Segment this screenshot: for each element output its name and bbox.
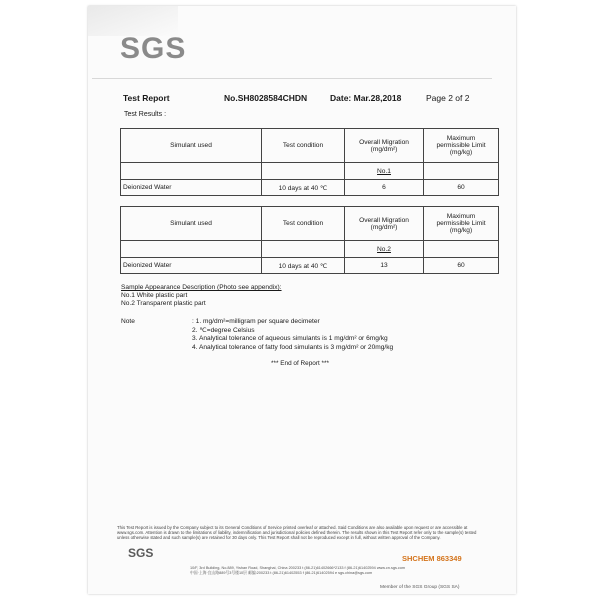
results-table-2: [120, 206, 499, 274]
sample-item: No.1 White plastic part: [121, 292, 188, 299]
note-line: : 1. mg/dm²=milligram per square decimeter: [192, 318, 320, 325]
sample-number: No.1: [345, 163, 424, 180]
header-migration: Overall Migration (mg/dm²): [345, 207, 424, 241]
footer-address-en: 10/F, 3rd Building, No.889, Yishan Road, Shanghai, China 200233 t (86-21)61402666*2133 f (86-21)61402594 www.cn.sgs.com: [190, 566, 406, 570]
empty-cell: [262, 241, 345, 258]
sample-description-title: Sample Appearance Description (Photo see appendix):: [121, 284, 282, 291]
results-table-1: [120, 128, 499, 196]
note-line: 3. Analytical tolerance of aqueous simulants is 1 mg/dm² or 6mg/kg: [192, 335, 388, 342]
sample-number: No.2: [345, 241, 424, 258]
sample-description: [121, 284, 282, 308]
limit-cell: 60: [424, 180, 499, 196]
simulant-cell: Deionized Water: [121, 180, 262, 196]
simulant-cell: Deionized Water: [121, 258, 262, 274]
note-label: Note: [121, 318, 135, 325]
test-results-label: Test Results :: [124, 111, 167, 118]
empty-cell: [121, 241, 262, 258]
condition-cell: 10 days at 40 ℃: [262, 258, 345, 274]
member-line: Member of the SGS Group (SGS SA): [380, 585, 460, 590]
condition-cell: 10 days at 40 ℃: [262, 180, 345, 196]
footer-disclaimer: This Test Report is issued by the Company subject to its General Conditions of Service printed overleaf or attached. Said Conditions are also available upon request or are accessible at www.sgs.com. Attention is drawn to the limitations of liability, indemnification and jurisdictional policies defined therein. The results shown in this Test Report refer only to the sample(s) tested unless otherwise stated and such sample(s) are retained for 30 days only. This Test Report shall not be reproduced except in full, without written approval of the Company.: [117, 525, 477, 541]
footer-address: [190, 566, 405, 576]
migration-cell: 6: [345, 180, 424, 196]
note-line: 2. ℃=degree Celsius: [192, 326, 255, 334]
footer-sgs-logo: SGS: [128, 546, 154, 560]
header-limit: Maximum permissible Limit (mg/kg): [424, 129, 499, 163]
report-number: No.SH8028584CHDN: [224, 93, 308, 103]
sample-item: No.2 Transparent plastic part: [121, 300, 206, 307]
shchem-code: SHCHEM 863349: [402, 554, 462, 563]
end-of-report: *** End of Report ***: [271, 360, 329, 367]
notes-list: [192, 318, 393, 352]
header-condition: Test condition: [262, 129, 345, 163]
empty-cell: [262, 163, 345, 180]
header-simulant: Simulant used: [121, 129, 262, 163]
page-number: Page 2 of 2: [426, 93, 470, 103]
header-limit: Maximum permissible Limit (mg/kg): [424, 207, 499, 241]
sgs-logo: SGS: [120, 32, 187, 65]
empty-cell: [424, 163, 499, 180]
report-title: Test Report: [123, 93, 170, 103]
header-rule: [92, 78, 492, 79]
header-condition: Test condition: [262, 207, 345, 241]
limit-cell: 60: [424, 258, 499, 274]
report-date: Date: Mar.28,2018: [330, 93, 402, 103]
empty-cell: [121, 163, 262, 180]
note-line: 4. Analytical tolerance of fatty food simulants is 3 mg/dm² or 20mg/kg: [192, 343, 394, 351]
footer-address-cn: 中国·上海·宜山路889号3号楼10层 邮编:200233 t (86-21)61402553 f (86-21)61402594 e sgs.china@sgs.com: [190, 571, 373, 575]
header-simulant: Simulant used: [121, 207, 262, 241]
migration-cell: 13: [345, 258, 424, 274]
header-migration: Overall Migration (mg/dm²): [345, 129, 424, 163]
empty-cell: [424, 241, 499, 258]
